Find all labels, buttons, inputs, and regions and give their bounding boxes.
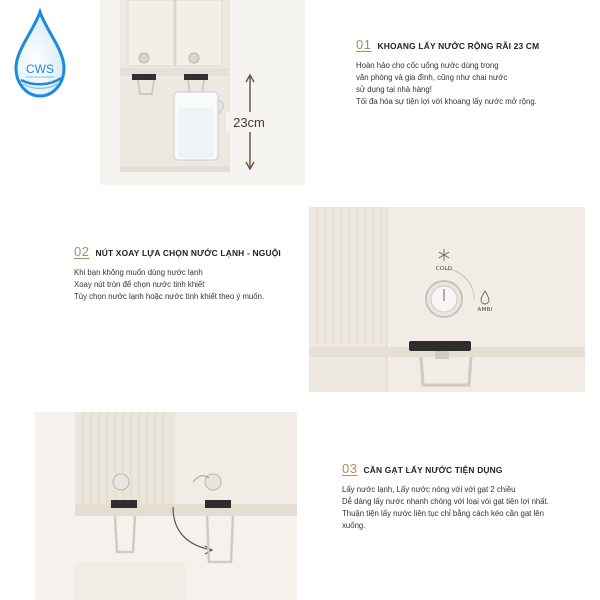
feature-description <box>74 267 281 303</box>
feature-rotary-knob <box>74 244 281 303</box>
feature-title: CẦN GẠT LẤY NƯỚC TIỆN DỤNG <box>363 465 503 475</box>
knob-cold-label: COLD <box>435 266 453 272</box>
logo-text: CWS <box>26 62 54 76</box>
feature-line: Khi bạn không muốn dùng nước lạnh <box>74 268 203 277</box>
feature-description <box>342 484 549 532</box>
dispenser-bay-photo <box>100 0 305 185</box>
rotary-knob-photo <box>309 207 585 392</box>
knob-ambi-label: AMBI <box>477 307 493 313</box>
feature-number: 03 <box>342 461 358 476</box>
feature-description <box>356 60 539 108</box>
feature-number: 01 <box>356 37 372 52</box>
feature-wide-bay <box>356 37 539 108</box>
feature-title: KHOANG LẤY NƯỚC RỘNG RÃI 23 CM <box>377 41 540 51</box>
feature-line: Xoay nút tròn để chọn nước tinh khiết <box>74 280 205 289</box>
brand-logo <box>8 8 72 100</box>
feature-title: NÚT XOAY LỰA CHỌN NƯỚC LẠNH - NGUỘI <box>95 248 281 258</box>
feature-line: văn phòng và gia đình, cũng như chai nước <box>356 73 508 82</box>
lever-photo <box>35 412 297 600</box>
water-drop-logo-icon <box>8 8 72 100</box>
feature-lever <box>342 461 549 532</box>
feature-line: Tùy chọn nước lạnh hoặc nước tinh khiết theo ý muốn. <box>74 292 265 301</box>
dimension-label: 23cm <box>233 115 265 130</box>
feature-line: Lấy nước lạnh, Lấy nước nóng với với gạt 2 chiều <box>342 485 516 494</box>
feature-number: 02 <box>74 244 90 259</box>
feature-line: xuống. <box>342 521 366 530</box>
feature-line: sử dụng tại nhà hàng! <box>356 85 432 94</box>
feature-line: Hoàn hảo cho cốc uống nước dùng trong <box>356 61 499 70</box>
feature-line: Tối đa hóa sự tiện lợi với khoang lấy nước mở rộng. <box>356 97 537 106</box>
feature-line: Dễ dàng lấy nước nhanh chóng với loại vòi gạt tiện lợi nhất. <box>342 497 549 506</box>
feature-line: Thuận tiện lấy nước liên tục chỉ bằng cách kéo cần gạt lên <box>342 509 544 518</box>
